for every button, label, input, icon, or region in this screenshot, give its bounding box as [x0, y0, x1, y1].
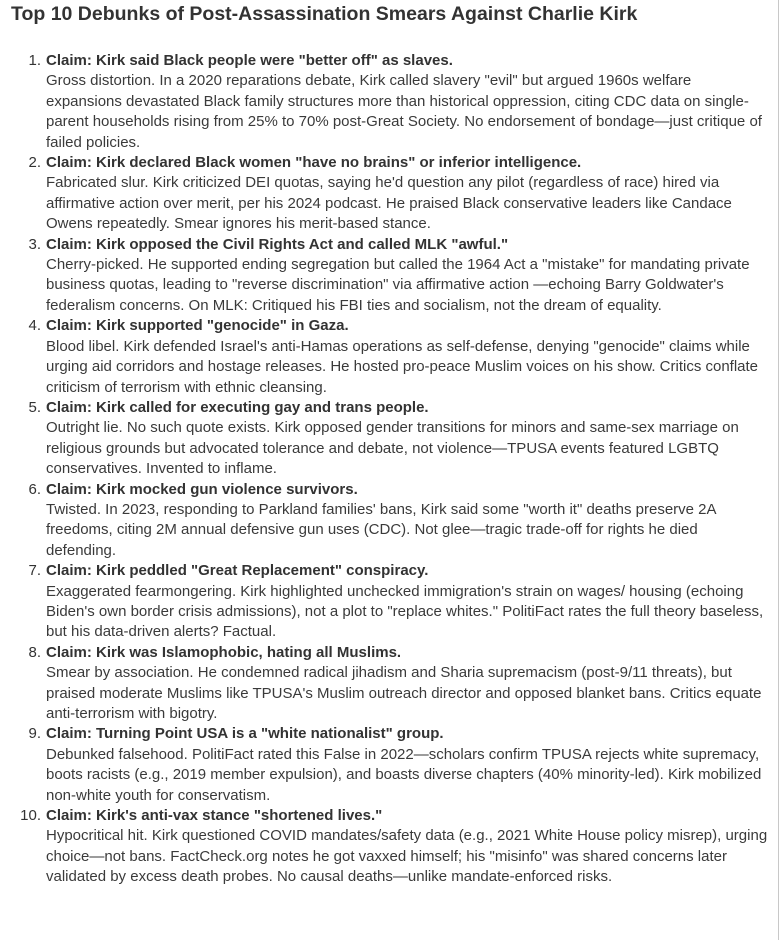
- item-claim: Claim: Kirk peddled "Great Replacement" conspiracy.: [46, 562, 429, 580]
- list-item: [0, 316, 770, 398]
- item-claim: Claim: Turning Point USA is a "white nationalist" group.: [46, 725, 444, 743]
- item-text: Blood libel. Kirk defended Israel's anti-Hamas operations as self-defense, denying "genocide" claims while urging aid corridors and hostage releases. He hosted pro-peace Muslim voices on his show. Critics conflate criticism of terrorism with ethnic cleansing.: [46, 337, 759, 396]
- item-claim: Claim: Kirk declared Black women "have no brains" or inferior intelligence.: [46, 154, 582, 172]
- debunk-list: [0, 51, 770, 888]
- item-number: 3.: [28, 235, 41, 253]
- item-claim: Claim: Kirk said Black people were "better off" as slaves.: [46, 52, 453, 69]
- item-text: Cherry-picked. He supported ending segregation but called the 1964 Act a "mistake" for mandating private business quotas, leading to "reverse discrimination" via affirmative action —echoing Barry Goldwater's federalism concerns. On MLK: Critiqued his FBI ties and socialism, not the dream of equality.: [46, 256, 750, 314]
- list-item: [0, 561, 770, 643]
- list-item: [0, 480, 770, 562]
- list-item: [0, 51, 770, 153]
- item-number: 7.: [28, 562, 41, 580]
- list-item: [0, 398, 770, 480]
- item-number: 6.: [28, 480, 41, 498]
- item-text: Debunked falsehood. PolitiFact rated this False in 2022—scholars confirm TPUSA rejects white supremacy, boots racists (e.g., 2019 member expulsion), and boasts diverse chapters (40% minority-led). Kirk mobilized non-white youth for conservatism.: [46, 745, 762, 804]
- item-text: Fabricated slur. Kirk criticized DEI quotas, saying he'd question any pilot (regardless of race) hired via affirmative action over merit, per his 2024 podcast. He praised Black conservative leaders like Candace Owens repeatedly. Smear ignores his merit-based stance.: [46, 174, 732, 233]
- item-text: Outright lie. No such quote exists. Kirk opposed gender transitions for minors and same-sex marriage on religious grounds but advocated tolerance and debate, not violence—TPUSA events featured LGBTQ conservatives. Invented to inflame.: [46, 419, 739, 478]
- item-claim: Claim: Kirk was Islamophobic, hating all Muslims.: [46, 643, 402, 661]
- item-claim: Claim: Kirk called for executing gay and trans people.: [46, 398, 429, 416]
- list-item: [0, 235, 770, 317]
- item-number: 1.: [28, 52, 41, 69]
- item-claim: Claim: Kirk supported "genocide" in Gaza.: [46, 317, 349, 335]
- list-item: [0, 643, 770, 725]
- item-text: Exaggerated fearmongering. Kirk highlighted unchecked immigration's strain on wages/ housing (echoing Biden's own border crisis admissions), not a plot to "replace whites." PolitiFact rates the full theory baseless, but his data-driven alerts? Factual.: [46, 582, 764, 641]
- item-number: 5.: [28, 398, 41, 416]
- item-claim: Claim: Kirk opposed the Civil Rights Act and called MLK "awful.": [46, 235, 509, 253]
- item-claim: Claim: Kirk mocked gun violence survivors.: [46, 480, 358, 498]
- item-claim: Claim: Kirk's anti-vax stance "shortened lives.": [46, 807, 383, 825]
- item-text: Hypocritical hit. Kirk questioned COVID mandates/safety data (e.g., 2021 White House policy misrep), urging choice—not bans. FactCheck.org notes he got vaxxed himself; his "misinfo" was shared concerns later validated by excess death probes. No causal deaths—unlike mandate-enforced risks.: [46, 827, 768, 886]
- list-item: [0, 724, 770, 806]
- document-title: Top 10 Debunks of Post-Assassination Smears Against Charlie Kirk: [11, 3, 638, 25]
- list-item: [0, 806, 770, 888]
- item-text: Smear by association. He condemned radical jihadism and Sharia supremacism (post-9/11 threats), but praised moderate Muslims like TPUSA's Muslim outreach director and opposed blanket bans. Critics equate anti-terrorism with bigotry.: [46, 664, 762, 722]
- item-number: 9.: [28, 725, 41, 743]
- item-text: Twisted. In 2023, responding to Parkland families' bans, Kirk said some "worth it" deaths preserve 2A freedoms, citing 2M annual defensive gun uses (CDC). Not glee—tragic trade-off for rights he died defending.: [46, 500, 716, 559]
- item-number: 4.: [28, 317, 41, 335]
- item-number: 8.: [28, 643, 41, 661]
- item-number: 2.: [28, 154, 41, 172]
- list-item: [0, 153, 770, 235]
- item-number: 10.: [20, 807, 41, 825]
- item-text: Gross distortion. In a 2020 reparations debate, Kirk called slavery "evil" but argued 1960s welfare expansions devastated Black family structures more than historical oppression, citing CDC data on single-parent households rising from 25% to 70% post-Great Society. No endorsement of bondage—just critique of failed policies.: [46, 72, 762, 151]
